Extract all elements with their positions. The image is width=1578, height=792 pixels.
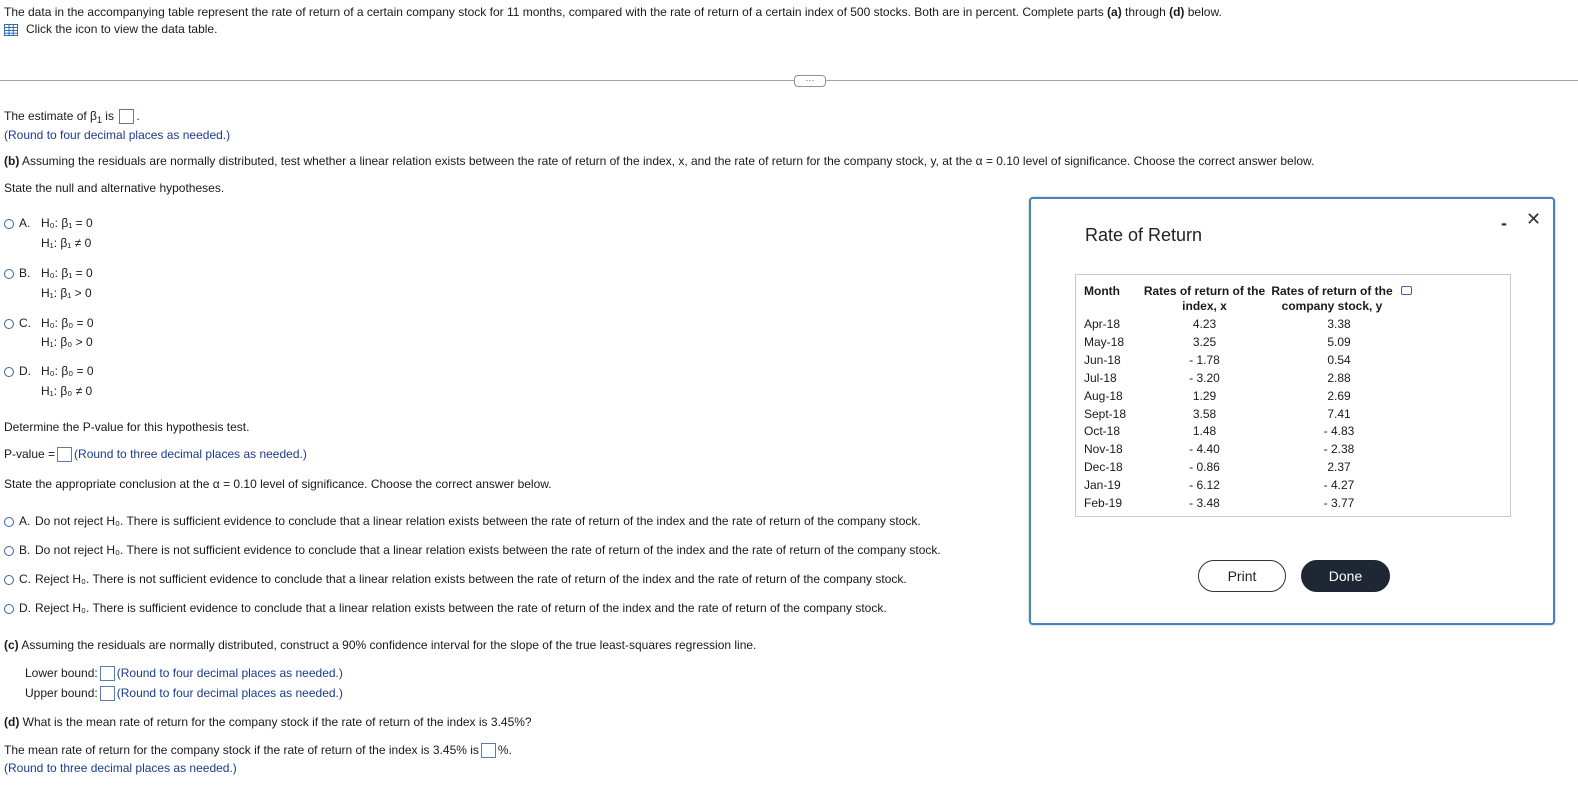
index-return-cell: - 3.48 (1189, 496, 1220, 510)
hypothesis-h0: H₀: β₀ = 0 (41, 316, 94, 330)
close-icon[interactable]: ✕ (1526, 209, 1542, 229)
hypothesis-h0: H₀: β₁ = 0 (41, 266, 93, 280)
hypothesis-h1: H₁: β₁ ≠ 0 (41, 236, 92, 250)
beta1-estimate-row: The estimate of $\beta_1$ is . (4, 109, 140, 125)
table-row (1076, 335, 1510, 351)
month-cell: Apr-18 (1084, 317, 1121, 331)
month-cell: Jan-19 (1084, 478, 1121, 493)
index-return-cell: 1.48 (1192, 424, 1217, 439)
index-return-cell: 3.25 (1192, 334, 1217, 349)
data-table (1075, 274, 1511, 517)
lower-bound-row: Lower bound: (Round to four decimal places as needed.) (25, 666, 343, 680)
radio-button[interactable] (4, 575, 14, 585)
company-return-cell: - 4.27 (1323, 478, 1355, 493)
column-header-company: Rates of return of the company stock, y (1271, 284, 1393, 313)
print-button[interactable]: Print (1198, 560, 1286, 592)
company-return-cell: - 2.38 (1323, 442, 1355, 457)
copy-icon[interactable] (1401, 286, 1412, 295)
minimize-icon[interactable]: - (1501, 213, 1507, 233)
radio-button[interactable] (4, 269, 14, 279)
part-c-question: (c) Assuming the residuals are normally distributed, construct a 90% confidence interval for the slope of the true least-squares regression line. (4, 638, 757, 652)
index-return-cell: - 3.20 (1189, 370, 1220, 385)
table-row (1076, 353, 1510, 369)
conclusion-option-a[interactable]: A. Do not reject H₀. There is sufficient evidence to conclude that a linear relation exists between the rate of return of the index and the rate of return of the company stock. (4, 514, 921, 528)
table-row (1076, 407, 1510, 423)
index-return-cell: 1.29 (1192, 388, 1217, 403)
hypotheses-prompt: State the null and alternative hypotheses. (4, 181, 225, 195)
month-cell: Jul-18 (1084, 370, 1117, 385)
round-note-d: (Round to three decimal places as needed.) (4, 761, 237, 775)
table-row (1076, 389, 1510, 405)
index-return-cell: - 1.78 (1189, 352, 1220, 367)
company-return-cell: - 4.83 (1323, 424, 1355, 439)
company-return-cell: 2.37 (1327, 460, 1351, 475)
radio-button[interactable] (4, 319, 14, 329)
month-cell: May-18 (1084, 334, 1125, 349)
radio-button[interactable] (4, 517, 14, 527)
month-cell: Aug-18 (1084, 388, 1123, 403)
hypothesis-h1: H₁: β₀ > 0 (41, 335, 93, 349)
index-return-cell: 3.58 (1192, 406, 1217, 421)
hypothesis-h0: H₀: β₀ = 0 (41, 364, 94, 378)
mean-return-row: The mean rate of return for the company stock if the rate of return of the index is 3.45% is %. (4, 743, 512, 757)
company-return-cell: 5.09 (1327, 334, 1351, 349)
upper-bound-row: Upper bound: (Round to four decimal places as needed.) (25, 686, 343, 700)
month-cell: Feb-19 (1084, 496, 1123, 510)
conclusion-prompt: State the appropriate conclusion at the α = 0.10 level of significance. Choose the correct answer below. (4, 477, 552, 491)
table-row (1076, 424, 1510, 440)
index-return-cell: - 0.86 (1189, 460, 1220, 475)
index-return-cell: 4.23 (1192, 317, 1217, 331)
table-row (1076, 442, 1510, 458)
table-row (1076, 478, 1510, 494)
beta1-estimate-input[interactable] (119, 109, 134, 124)
table-row (1076, 371, 1510, 387)
radio-button[interactable] (4, 367, 14, 377)
company-return-cell: - 3.77 (1323, 496, 1355, 510)
pvalue-row: P-value = (Round to three decimal places as needed.) (4, 447, 307, 461)
conclusion-option-d[interactable]: D. Reject H₀. There is sufficient evidence to conclude that a linear relation exists between the rate of return of the index and the rate of return of the company stock. (4, 601, 887, 615)
table-row (1076, 317, 1510, 333)
month-cell: Dec-18 (1084, 460, 1123, 475)
upper-bound-input[interactable] (100, 686, 115, 701)
intro-text: The data in the accompanying table represent the rate of return of a certain company stock for 11 months, compared with the rate of return of a certain index of 500 stocks. Both are in percent. Complete parts (a) through (d) below. (4, 5, 1222, 19)
data-table-link[interactable]: Click the icon to view the data table. (4, 22, 217, 36)
table-row (1076, 496, 1510, 512)
expand-ellipsis-button[interactable]: ··· (794, 75, 826, 87)
column-header-month: Month (1084, 284, 1120, 298)
part-d-question: (d) What is the mean rate of return for the company stock if the rate of return of the index is 3.45%? (4, 715, 532, 729)
index-return-cell: - 6.12 (1189, 478, 1220, 493)
lower-bound-input[interactable] (100, 666, 115, 681)
company-return-cell: 2.88 (1327, 370, 1351, 385)
rate-of-return-dialog (1029, 197, 1555, 625)
table-row (1076, 460, 1510, 476)
section-divider (0, 80, 1578, 81)
month-cell: Jun-18 (1084, 352, 1121, 367)
month-cell: Sept-18 (1084, 406, 1127, 421)
dialog-title: Rate of Return (1085, 225, 1203, 245)
index-return-cell: - 4.40 (1189, 442, 1220, 457)
mean-return-input[interactable] (481, 743, 496, 758)
company-return-cell: 2.69 (1327, 388, 1351, 403)
pvalue-input[interactable] (57, 447, 72, 462)
hypothesis-option-c[interactable]: C. (4, 316, 41, 330)
pvalue-prompt: Determine the P-value for this hypothesis test. (4, 420, 250, 434)
company-return-cell: 0.54 (1327, 352, 1351, 367)
table-icon[interactable] (4, 24, 18, 36)
conclusion-option-b[interactable]: B. Do not reject H₀. There is not sufficient evidence to conclude that a linear relation exists between the rate of return of the index and the rate of return of the company stock. (4, 543, 941, 557)
column-header-index: Rates of return of the index, x (1143, 284, 1266, 313)
month-cell: Nov-18 (1084, 442, 1123, 457)
part-b-question: (b) Assuming the residuals are normally distributed, test whether a linear relation exists between the rate of return of the index, x, and the rate of return for the company stock, y, at the α = 0.10 level of significance. Choose the correct answer below. (4, 154, 1315, 168)
hypothesis-h0: H₀: β₁ = 0 (41, 216, 93, 230)
done-button[interactable]: Done (1301, 560, 1390, 592)
radio-button[interactable] (4, 219, 14, 229)
conclusion-option-c[interactable]: C. Reject H₀. There is not sufficient evidence to conclude that a linear relation exists between the rate of return of the index and the rate of return of the company stock. (4, 572, 907, 586)
company-return-cell: 3.38 (1327, 317, 1351, 331)
company-return-cell: 7.41 (1327, 406, 1351, 421)
hypothesis-h1: H₁: β₀ ≠ 0 (41, 384, 93, 398)
radio-button[interactable] (4, 546, 14, 556)
hypothesis-option-d[interactable]: D. (4, 364, 41, 378)
radio-button[interactable] (4, 604, 14, 614)
hypothesis-option-a[interactable]: A. (4, 216, 41, 230)
hypothesis-option-b[interactable]: B. (4, 266, 41, 280)
month-cell: Oct-18 (1084, 424, 1121, 439)
round-note-a: (Round to four decimal places as needed.) (4, 128, 231, 142)
hypothesis-h1: H₁: β₁ > 0 (41, 286, 92, 300)
